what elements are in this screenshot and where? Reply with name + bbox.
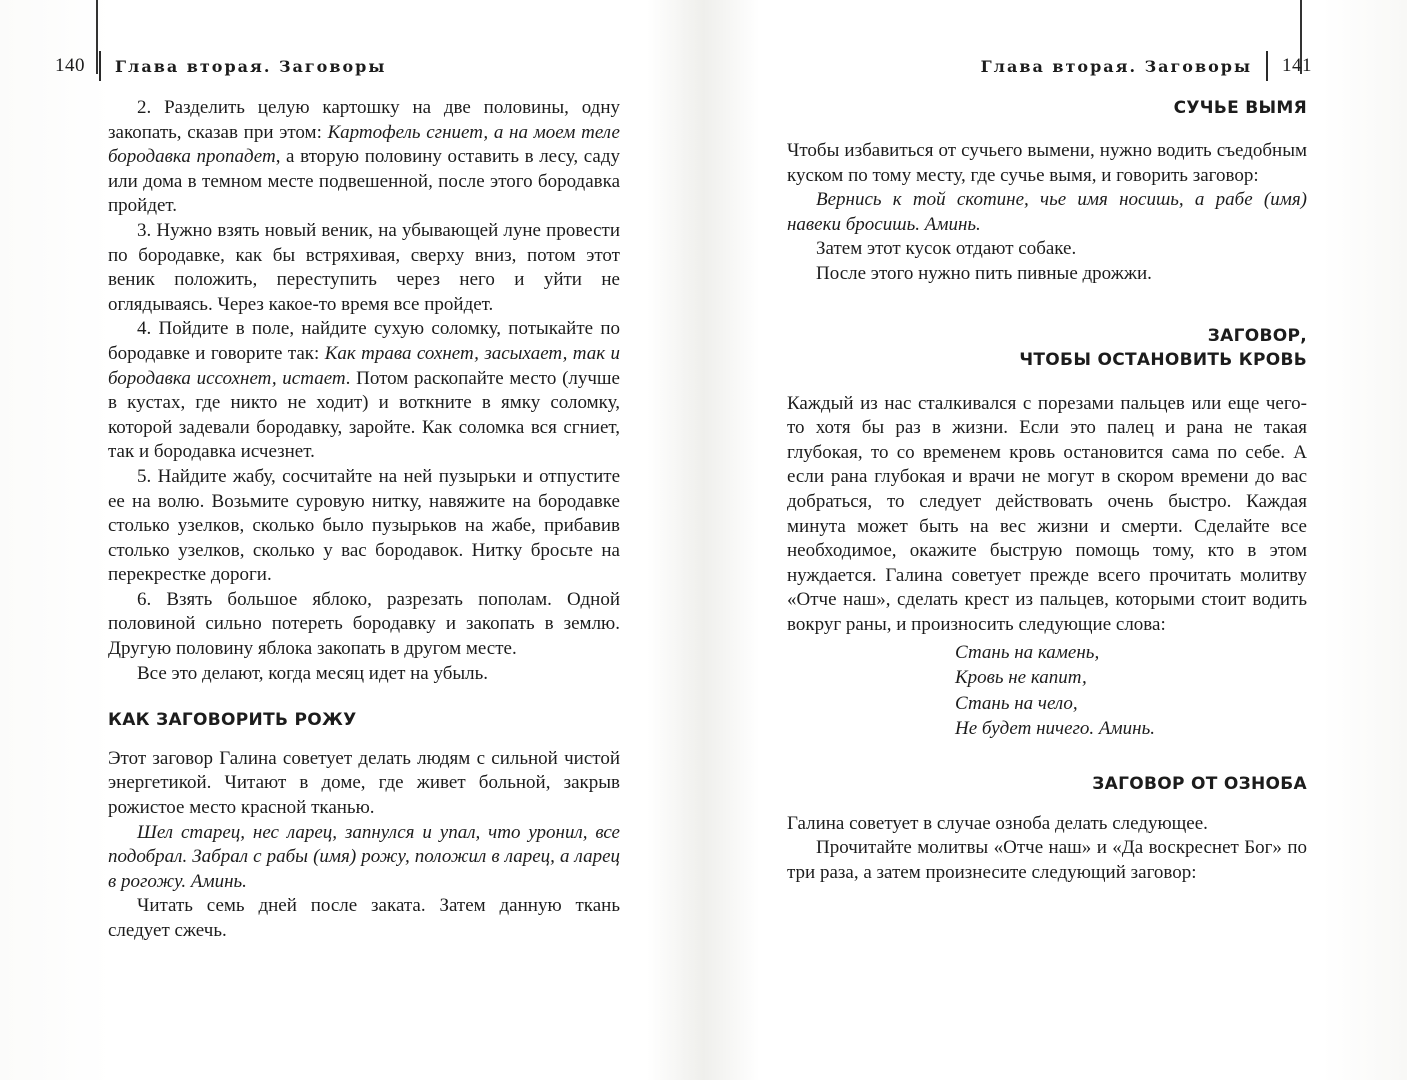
remedy-item-2: 2. Разделить целую картошку на две половины, одну закопать, сказав при этом: Картофель сгниет, а на моем теле бородавка пропадет, а вторую половину оставить в лесу, саду или дома в темном месте подвешенной, после этого бородавка пройдет. (108, 97, 620, 217)
erysipelas-intro: Этот заговор Галина советует делать людям с сильной чистой энергетикой. Читают в доме, где живет больной, закрыв рожистое место красной тканью. (108, 747, 620, 819)
stop-blood-poem (787, 640, 1307, 742)
remedy-item-5: 5. Найдите жабу, сосчитайте на ней пузырьки и отпустите ее на волю. Возьмите суровую нитку, навяжите на бородавке столько узелков, сколько было пузырьков на жабе, прибавив столько узелков, сколько у вас бородавок. Нитку бросьте на перекрестке дороги. (108, 465, 620, 586)
udder-spell: Вернись к той скотине, чье имя носишь, а рабе (имя) навеки бросишь. Аминь. (787, 189, 1307, 235)
poem-line: Стань на чело, (955, 692, 1078, 714)
section-title-udder: СУЧЬЕ ВЫМЯ (1173, 98, 1307, 118)
left-page-header (55, 48, 386, 84)
right-page-body (787, 96, 1307, 885)
udder-intro: Чтобы избавиться от сучьего вымени, нужно водить съедобным куском по тому месту, где сучье вымя, и говорить заговор: (787, 140, 1307, 186)
chapter-title-right: Глава вторая. Заговоры (980, 56, 1252, 76)
header-divider (1266, 51, 1268, 81)
erysipelas-spell: Шел старец, нес ларец, запнулся и упал, что уронил, все подобрал. Забрал с рабы (имя) рожу, положил в ларец, а ларец в рогожу. Аминь. (108, 821, 620, 892)
udder-line-2: Затем этот кусок отдают собаке. (816, 238, 1077, 260)
chills-intro: Галина советует в случае озноба делать следующее. (787, 812, 1208, 834)
page-number-140: 140 (55, 55, 85, 76)
stop-blood-title-line-1: ЗАГОВОР, (1207, 325, 1307, 346)
stop-blood-body: Каждый из нас сталкивался с порезами пальцев или еще чего-то хотя бы раз в жизни. Если это палец и рана не такая глубокая, то со временем кровь остановится сама по себе. А если рана глубокая и врачи не могут в скором времени до вас добраться, то следует действовать очень быстро. Каждая минута может быть на вес жизни и смерти. Сделайте все необходимое, окажите быструю помощь тому, кто в этом нуждается. Галина советует прежде всего прочитать молитву «Отче наш», сделать крест из пальцев, которыми стоит водить вокруг раны, и произносить следующие слова: (787, 392, 1307, 635)
stop-blood-title-line-2: ЧТОБЫ ОСТАНОВИТЬ КРОВЬ (1019, 349, 1307, 370)
remedy-closing: Все это делают, когда месяц идет на убыль. (137, 662, 489, 684)
section-title-erysipelas: КАК ЗАГОВОРИТЬ РОЖУ (108, 710, 357, 731)
poem-line: Кровь не капит, (955, 667, 1087, 688)
section-title-stop-blood (787, 324, 1307, 372)
erysipelas-outro: Читать семь дней после заката. Затем данную ткань следует сжечь. (108, 895, 620, 941)
left-page-body (108, 96, 620, 944)
right-page-header (981, 48, 1312, 84)
poem-line: Стань на камень, (955, 641, 1100, 663)
page-number-141: 141 (1282, 55, 1312, 76)
remedy-item-3: 3. Нужно взять новый веник, на убывающей луне провести по бородавке, как бы встряхивая, сверху вниз, потом этот веник положить, переступить через него и уйти не оглядываясь. Через какое-то время все пройдет. (108, 219, 620, 315)
poem-line: Не будет ничего. Аминь. (955, 718, 1155, 739)
header-divider (99, 51, 101, 81)
left-page (0, 0, 690, 1080)
udder-line-3: После этого нужно пить пивные дрожжи. (816, 262, 1152, 284)
section-title-chills: ЗАГОВОР ОТ ОЗНОБА (1092, 773, 1307, 794)
remedy-item-4: 4. Пойдите в поле, найдите сухую соломку, потыкайте по бородавке и говорите так: Как трава сохнет, засыхает, так и бородавка иссохнет, истает. Потом раскопайте место (лучше в кустах, где никто не ходит) и воткните в ямку соломку, которой задевали бородавку, заройте. Как соломка вся сгниет, так и бородавка исчезнет. (108, 318, 621, 463)
remedy-item-6: 6. Взять большое яблоко, разрезать пополам. Одной половиной сильно потереть бородавку и закопать в землю. Другую половину яблока закопать в другом месте. (108, 588, 620, 660)
chapter-title-left: Глава вторая. Заговоры (115, 56, 387, 76)
right-page (705, 0, 1407, 1080)
chills-body: Прочитайте молитвы «Отче наш» и «Да воскреснет Бог» по три раза, а затем произнесите следующий заговор: (787, 837, 1307, 883)
